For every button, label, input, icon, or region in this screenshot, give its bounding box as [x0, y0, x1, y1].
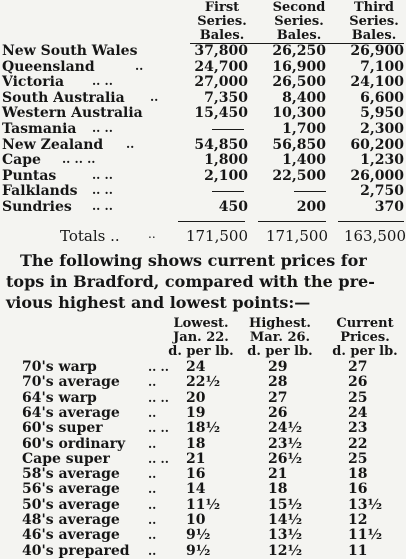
- price-value: 11½: [348, 527, 383, 544]
- row-value: 26,900: [350, 43, 404, 59]
- leader-dots: ..: [148, 482, 157, 497]
- table-row: [0, 405, 406, 421]
- header-line: d. per lb.: [332, 344, 398, 359]
- table-row: [0, 152, 406, 167]
- price-value: 22: [348, 435, 368, 452]
- empty-value-dash: [212, 191, 244, 192]
- row-label: 58's average: [22, 466, 120, 483]
- row-value: 10,300: [272, 105, 326, 122]
- header-line: Second: [272, 0, 326, 15]
- row-label: 64's average: [22, 404, 120, 421]
- price-value: 18: [348, 466, 368, 483]
- row-value: 5,950: [360, 105, 404, 122]
- header-line: Bales.: [199, 28, 245, 43]
- header-line: d. per lb.: [247, 344, 313, 359]
- table-row: [0, 451, 406, 467]
- price-value: 18½: [186, 420, 221, 437]
- row-value: 54,850: [194, 136, 248, 153]
- row-value: 1,700: [282, 121, 326, 137]
- leader-dots: ..: [148, 528, 157, 543]
- table-row: [0, 420, 406, 436]
- totals-dots: ..: [148, 227, 156, 241]
- price-value: 14½: [268, 512, 303, 528]
- row-value: 56,850: [272, 136, 326, 153]
- table-row: [0, 59, 406, 74]
- header-line: d. per lb.: [168, 344, 234, 359]
- price-value: 26½: [268, 450, 303, 467]
- col-header-third-series: [343, 1, 405, 43]
- col-header-first-series: [192, 1, 252, 43]
- row-label: Tasmania: [2, 121, 77, 137]
- leader-dots: ..: [148, 467, 157, 482]
- price-value: 15½: [268, 496, 303, 513]
- table-row: [0, 497, 406, 513]
- price-value: 14: [186, 481, 206, 498]
- row-label: South Australia: [2, 89, 125, 106]
- table-row: [0, 543, 406, 559]
- header-line: Current: [336, 316, 394, 331]
- row-label: 40's prepared: [22, 542, 130, 559]
- table-row: [0, 74, 406, 89]
- leader-dots: ..: [148, 543, 157, 558]
- paragraph-line-2: tops in Bradford, compared with the pre-: [6, 272, 375, 291]
- price-value: 24: [348, 404, 368, 421]
- totals-rule-right: [338, 221, 404, 222]
- row-value: 6,600: [360, 89, 404, 106]
- leader-dots: ..: [148, 497, 157, 512]
- leader-dots: ..: [148, 513, 157, 527]
- price-value: 28: [268, 374, 288, 391]
- row-label: 50's average: [22, 496, 120, 513]
- header-line: Mar. 26.: [249, 330, 311, 345]
- price-value: 29: [268, 359, 288, 375]
- price-value: 18: [268, 481, 288, 498]
- row-label: Victoria: [2, 74, 65, 91]
- row-value: 37,800: [194, 43, 248, 59]
- table-row: [0, 137, 406, 152]
- price-value: 11½: [186, 496, 221, 513]
- row-value: 60,200: [350, 136, 404, 153]
- price-value: 11: [348, 542, 368, 559]
- row-label: Queensland: [2, 58, 95, 75]
- leader-dots: .. ..: [148, 421, 169, 436]
- row-label: 70's warp: [22, 359, 97, 375]
- leader-dots: .. ..: [92, 183, 113, 198]
- table-row: [0, 183, 406, 198]
- col-header-second-series: [267, 1, 331, 43]
- row-label: Sundries: [2, 199, 72, 215]
- price-value: 20: [186, 389, 206, 406]
- price-value: 9½: [186, 542, 211, 559]
- table-row: [0, 105, 406, 120]
- row-value: 1,230: [360, 152, 404, 169]
- row-label: 46's average: [22, 527, 120, 544]
- row-label: 60's super: [22, 420, 103, 437]
- price-value: 21: [268, 466, 288, 483]
- price-value: 24: [186, 359, 206, 375]
- empty-value-dash: [294, 191, 326, 192]
- row-label: Cape super: [22, 450, 110, 467]
- row-value: 200: [296, 199, 326, 215]
- paragraph-line-1: The following shows current prices for: [20, 251, 367, 270]
- price-value: 24½: [268, 420, 303, 437]
- row-label: Puntas: [2, 167, 57, 184]
- row-value: 26,000: [350, 167, 404, 184]
- table-row: [0, 90, 406, 105]
- table-row: [0, 168, 406, 183]
- row-value: 370: [374, 199, 404, 215]
- row-value: 1,400: [282, 152, 326, 169]
- row-value: 8,400: [282, 89, 326, 106]
- leader-dots: .. ..: [148, 451, 169, 466]
- row-value: 27,000: [194, 74, 248, 91]
- row-label: 70's average: [22, 374, 120, 391]
- price-value: 12: [348, 512, 368, 528]
- row-value: 15,450: [194, 105, 248, 122]
- table-row: [0, 481, 406, 497]
- price-value: 22½: [186, 374, 221, 391]
- row-label: 64's warp: [22, 389, 97, 406]
- header-line: Series.: [197, 14, 247, 29]
- row-value: 7,350: [204, 89, 248, 106]
- leader-dots: .. .. ..: [62, 152, 96, 167]
- leader-dots: ..: [148, 436, 157, 451]
- price-value: 23: [348, 420, 368, 437]
- empty-value-dash: [212, 129, 244, 130]
- table-row: [0, 527, 406, 543]
- totals-third: 163,500: [343, 227, 406, 245]
- price-value: 27: [268, 389, 288, 406]
- totals-rule-mid: [258, 221, 326, 222]
- price-value: 26: [348, 374, 368, 391]
- row-value: 26,500: [272, 74, 326, 91]
- price-value: 21: [186, 450, 206, 467]
- price-value: 25: [348, 389, 368, 406]
- table-row: [0, 436, 406, 452]
- price-value: 13½: [348, 496, 383, 513]
- leader-dots: .. ..: [92, 121, 113, 135]
- header-line: Bales.: [351, 28, 397, 43]
- row-label: New Zealand: [2, 136, 104, 153]
- price-value: 18: [186, 435, 206, 452]
- row-value: 450: [218, 199, 248, 215]
- header-line: Jan. 22.: [173, 330, 229, 345]
- totals-first: 171,500: [185, 227, 248, 245]
- row-value: 22,500: [272, 167, 326, 184]
- row-label: 60's ordinary: [22, 435, 126, 452]
- leader-dots: ..: [148, 405, 157, 420]
- row-value: 2,100: [204, 167, 248, 184]
- leader-dots: .. ..: [148, 390, 169, 405]
- header-line: Third: [353, 0, 394, 15]
- price-value: 16: [348, 481, 368, 498]
- table-row: [0, 512, 406, 528]
- paragraph-line-3: vious highest and lowest points:—: [6, 293, 311, 312]
- header-line: Prices.: [340, 330, 390, 345]
- row-label: New South Wales: [2, 43, 138, 59]
- row-value: 24,700: [194, 58, 248, 75]
- col-header-highest: [240, 317, 320, 359]
- table-row: [0, 466, 406, 482]
- price-value: 10: [186, 512, 206, 528]
- row-label: Falklands: [2, 183, 78, 200]
- price-value: 9½: [186, 527, 211, 544]
- header-line: Series.: [349, 14, 399, 29]
- price-value: 12½: [268, 542, 303, 559]
- totals-rule-left: [178, 221, 245, 222]
- row-value: 2,750: [360, 183, 404, 200]
- price-value: 26: [268, 404, 288, 421]
- header-line: Highest.: [249, 316, 311, 331]
- row-value: 2,300: [360, 121, 404, 137]
- header-line: Lowest.: [173, 316, 229, 331]
- price-value: 27: [348, 359, 368, 375]
- price-value: 19: [186, 404, 206, 421]
- row-label: 48's average: [22, 512, 120, 528]
- leader-dots: ..: [135, 58, 144, 73]
- leader-dots: .. ..: [92, 74, 113, 89]
- price-value: 25: [348, 450, 368, 467]
- header-line: Bales.: [276, 28, 322, 43]
- header-line: Series.: [274, 14, 324, 29]
- header-line: First: [204, 0, 240, 15]
- row-value: 24,100: [350, 74, 404, 91]
- table-row: [0, 374, 406, 390]
- col-header-lowest: [160, 317, 242, 359]
- row-label: Western Australia: [2, 105, 143, 122]
- table-row: [0, 43, 406, 58]
- table-row: [0, 390, 406, 406]
- intro-paragraph: [6, 250, 404, 313]
- totals-second: 171,500: [265, 227, 328, 245]
- row-value: 1,800: [204, 152, 248, 169]
- leader-dots: ..: [148, 375, 157, 390]
- leader-dots: .. ..: [148, 360, 169, 374]
- leader-dots: .. ..: [92, 199, 113, 213]
- table-row: [0, 359, 406, 375]
- col-header-current: [324, 317, 406, 359]
- row-label: Cape: [2, 152, 41, 169]
- leader-dots: ..: [150, 89, 159, 104]
- price-value: 23½: [268, 435, 303, 452]
- totals-row: [0, 227, 406, 245]
- table-row: [0, 121, 406, 136]
- price-value: 13½: [268, 527, 303, 544]
- leader-dots: ..: [126, 136, 135, 151]
- row-value: 26,250: [272, 43, 326, 59]
- row-value: 16,900: [272, 58, 326, 75]
- totals-label: Totals ..: [60, 227, 120, 245]
- row-label: 56's average: [22, 481, 120, 498]
- leader-dots: .. ..: [92, 167, 113, 182]
- row-value: 7,100: [360, 58, 404, 75]
- table-row: [0, 199, 406, 214]
- price-value: 16: [186, 466, 206, 483]
